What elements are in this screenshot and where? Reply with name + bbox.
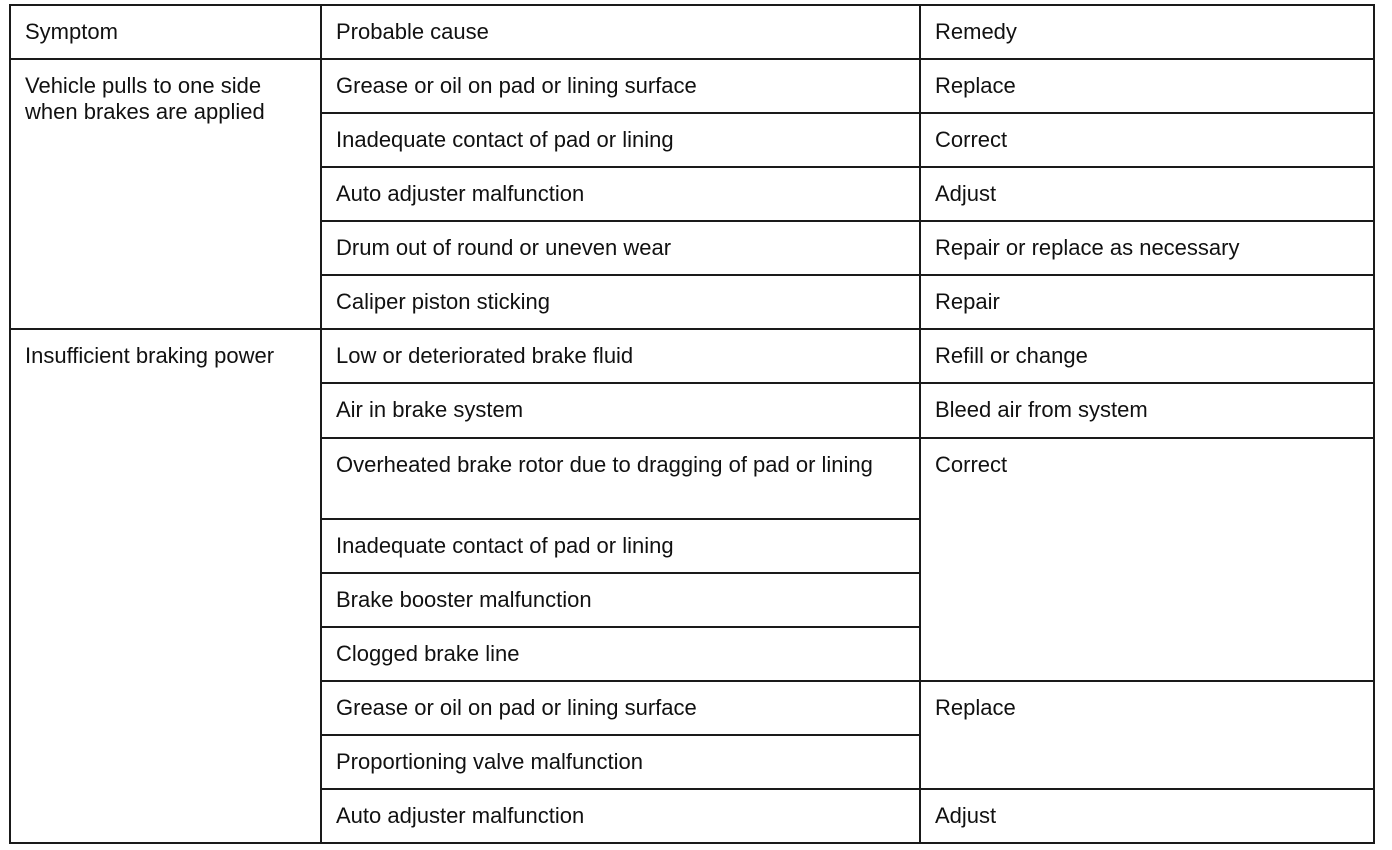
cause-cell: Grease or oil on pad or lining surface bbox=[321, 681, 920, 735]
cause-cell: Grease or oil on pad or lining surface bbox=[321, 59, 920, 113]
cause-cell: Overheated brake rotor due to dragging of pad or lining bbox=[321, 438, 920, 519]
troubleshooting-table bbox=[9, 4, 1375, 844]
remedy-cell: Repair bbox=[920, 275, 1374, 329]
table-row bbox=[10, 329, 1374, 383]
cause-cell: Drum out of round or uneven wear bbox=[321, 221, 920, 275]
cause-cell: Low or deteriorated brake fluid bbox=[321, 329, 920, 383]
cause-cell: Proportioning valve malfunction bbox=[321, 735, 920, 789]
cause-cell: Brake booster malfunction bbox=[321, 573, 920, 627]
cause-cell: Caliper piston sticking bbox=[321, 275, 920, 329]
header-probable-cause: Probable cause bbox=[321, 5, 920, 59]
cause-cell: Air in brake system bbox=[321, 383, 920, 437]
symptom-cell: Vehicle pulls to one side when brakes are applied bbox=[10, 59, 321, 329]
cause-cell: Clogged brake line bbox=[321, 627, 920, 681]
cause-cell: Inadequate contact of pad or lining bbox=[321, 519, 920, 573]
remedy-cell: Bleed air from system bbox=[920, 383, 1374, 437]
header-symptom: Symptom bbox=[10, 5, 321, 59]
cause-cell: Auto adjuster malfunction bbox=[321, 789, 920, 843]
table-header-row bbox=[10, 5, 1374, 59]
remedy-cell: Repair or replace as necessary bbox=[920, 221, 1374, 275]
remedy-cell: Adjust bbox=[920, 167, 1374, 221]
header-remedy: Remedy bbox=[920, 5, 1374, 59]
table-row bbox=[10, 59, 1374, 113]
remedy-cell: Replace bbox=[920, 681, 1374, 789]
remedy-cell: Correct bbox=[920, 438, 1374, 681]
cause-cell: Inadequate contact of pad or lining bbox=[321, 113, 920, 167]
remedy-cell: Refill or change bbox=[920, 329, 1374, 383]
symptom-cell: Insufficient braking power bbox=[10, 329, 321, 843]
remedy-cell: Adjust bbox=[920, 789, 1374, 843]
cause-cell: Auto adjuster malfunction bbox=[321, 167, 920, 221]
remedy-cell: Replace bbox=[920, 59, 1374, 113]
remedy-cell: Correct bbox=[920, 113, 1374, 167]
